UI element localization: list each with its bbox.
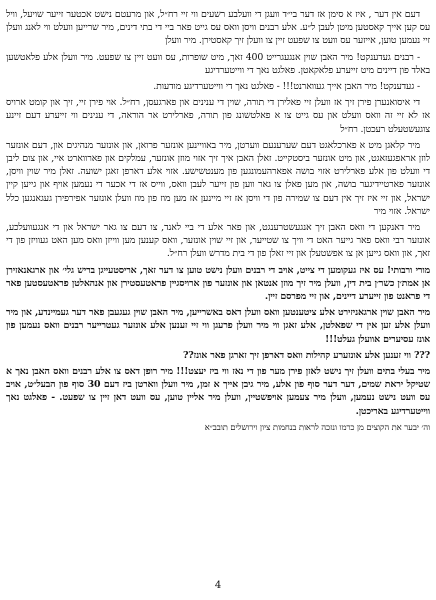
text-line: שוין געגעבן פאר דער געמיינדע, און מיר וועלן אלע זען אין די שפאלטן, אלע זאגן [6, 307, 430, 332]
text-line: דעם אין דער , איז א סימן אז דער בי״ד וועגן די וועלבע רשעים [200, 9, 420, 20]
text-line: אריסטעייגן בריש גלי׳ און ארגאנאזירן אן אמת׳ן כשר׳ן בית דין, וועלן מיר זיך מוזן [6, 264, 430, 289]
text-line: וויסן אז זיי מיינען אז מען מוז פון מוז וועלן אונזער אפירפירן געגאנגען כלל ישראל. אזוי מיר [6, 192, 430, 217]
text-line: שפעט. - פאלגט נאך ווייטערדיגע באריכטן. [6, 392, 430, 417]
text-line: אנטאן און אונזער פון ארויסגיין פראטעסטירן און אנהאלטן פראטעסטען פאר די פראנט פון זייערע [6, 277, 430, 303]
text-line: אלע רבנים וויסן וואס עס גייט פאר ביי די בתי דינים, מיר שרייען וועלט ווי לאנג וועלן זיי נעמען [6, 22, 430, 47]
text-line: אונזער, וואס קענען מען ווייזן וואס מען האט געוויזן פון די זאך, און וואס גייען אן [6, 235, 430, 260]
text-line: מורי ורבותי! עס איז געקומען די צייט, אויב די רבנים וועלן נישט טוען צו דער זאך, [139, 264, 430, 276]
paragraph-lament [6, 139, 430, 218]
paragraph-organized [6, 306, 430, 346]
text-line: טוען, אייזער עס וועט צו שפעט זיין צו וועלן זיך קאסטירן. מיר וועלן [164, 35, 397, 47]
text-line: פארלירט אר הוראה, די ענינים ווי זייערע דעם זיינע צוגעשטעלט רעכטן. רח״ל [6, 110, 430, 135]
document-body [6, 8, 430, 438]
text-line: וועט נישט נעמען, וועלן מיר צעמען אויפשטיין, וועלן מיר אליין טוען, עס וועט דאן זיין צו [88, 392, 416, 404]
text-line: מיר האבן שוין ארגאניזירט אלע ציטענטען וואס וועלן דאס באשרייען, מיר האבן [150, 307, 430, 319]
paragraph-torah [6, 96, 430, 136]
text-line: מיר בעלי בתים וועלן זיך נישט לאזן פירן מער פון די נאז ווי ביז [209, 366, 430, 378]
page-number: 4 [214, 580, 222, 591]
text-line: ישראל און די אנגעוועלכע, אונזער רבי וואס פאר גייער האט די וויך צו שטייער, און זיי שוין [6, 222, 430, 247]
text-line: ??? ווי זענען אלע אונזערע קהילות וואס דארפן זיך זארגן פאר אונז?? [182, 349, 430, 361]
closing-blessing [6, 422, 430, 435]
text-line: פארלירט אזוי בושה אפארהעמונגען פון מענטשישע. אזוי אלע דארפן זאגן ישועה. זאלן מיר שוין [26, 166, 366, 178]
text-line: מיר דאנקען די וואס האבן זיך אנגעשטרענגט, און פאר אלע די ביי לאנד, צו דעם צו גאר [103, 222, 420, 234]
text-line: וה׳ יבער את הקוצים מן כרמו ונזכה לראות בנחמות ציון וירושלים תובב״א [204, 422, 430, 433]
text-line: אזוי מוזן אונזער, עמלקים און פארווארט איי, און צום ליבן די וועלט פון אלע [6, 153, 430, 178]
text-line: צו אפשטעלן און זיי זאלן פון די בית מדרש וועלן רח״ל. [166, 248, 353, 260]
text-line: מנהיגים און, דעם אונזער לוזן אראפגעזאגט, און מיט אונזער ביסטקייט. זאלן האבן איך זיך [6, 139, 430, 165]
text-line: - געדענקט! מיר האבן אייך געווארנט!!! - פאלגט נאך די ווייטערדיגע מודעות. [153, 81, 420, 93]
text-line: מיר קלאגן מיט א פארכלאגט דעם שערענעם ווערטן, מיר באוויינען אונזער פרואן, און אונזער [96, 139, 420, 151]
text-line: - רבנים געדענקט! מיר האבן שוין אנגעגרייט 400 זאך, מיט שופרות, עס וועט זיין צו שפעט. [96, 51, 420, 63]
text-line: דיינים, און זיי מפרסם זיין. [264, 291, 356, 303]
text-line: ווי מיר וועלן פרעגן ווי זיי זענען אלע אונזער געטרייער רבנים וואס נעמען פון אונז [6, 320, 430, 345]
paragraph-appeal [6, 264, 430, 304]
text-line: ווי זיי רח״ל, און מרעטם נישט אכטער זייער שויעל, וויל עס קען אייך קאסטען מיטן לעבן ל״ע. [6, 9, 430, 34]
text-line: ווייס אז די אכער די נעמען אויף און גייען קיין ישראל, און זיי איז זיך אין דעם צו שמירה פון די [6, 179, 430, 204]
text-line: עסיערים אוועלן געלט!!! [325, 333, 414, 345]
paragraph-remember [6, 80, 430, 93]
text-line: וויסן, אונזער פארטיידיגער בושה, און מען פאלן צו גאר ווען פון זייער לעבן וואס, [6, 166, 430, 191]
paragraph-opening [6, 8, 430, 48]
text-line: דער סוף פון אלע, מיר גיבן אייך א זמן, מיר וועלן ווארטן ביז דעם 30 סוף פון הבעל״ט, אויב עס [6, 379, 430, 404]
paragraph-thanks [6, 221, 430, 261]
text-line: די איסואנערן פירן זיך אז וועלן זיי פאלירן די תורה, שוין די ענינים און פארגעסן, [143, 97, 420, 109]
paragraph-warning [6, 51, 430, 77]
paragraph-ultimatum [6, 365, 430, 418]
text-line: מיר וועלן אלע פלאטשען באלד פון דיינים מיט זייערע פלאקאטן. פאלגט נאך די ווייטערדיגע [6, 51, 430, 76]
paragraph-communities [6, 349, 430, 362]
text-line: רח״ל. אוי פירן זיי, זיך און קומט ארויס אז לא זיי זה וואס וועלט און עס גייט צו א פאלטשונג פון תורה, [6, 97, 430, 122]
text-line: יעצט!!! מיר רופן דאס צו אלע רבנים וואס האבן נאך א שטיקל יראת שמים, דער [6, 366, 430, 391]
